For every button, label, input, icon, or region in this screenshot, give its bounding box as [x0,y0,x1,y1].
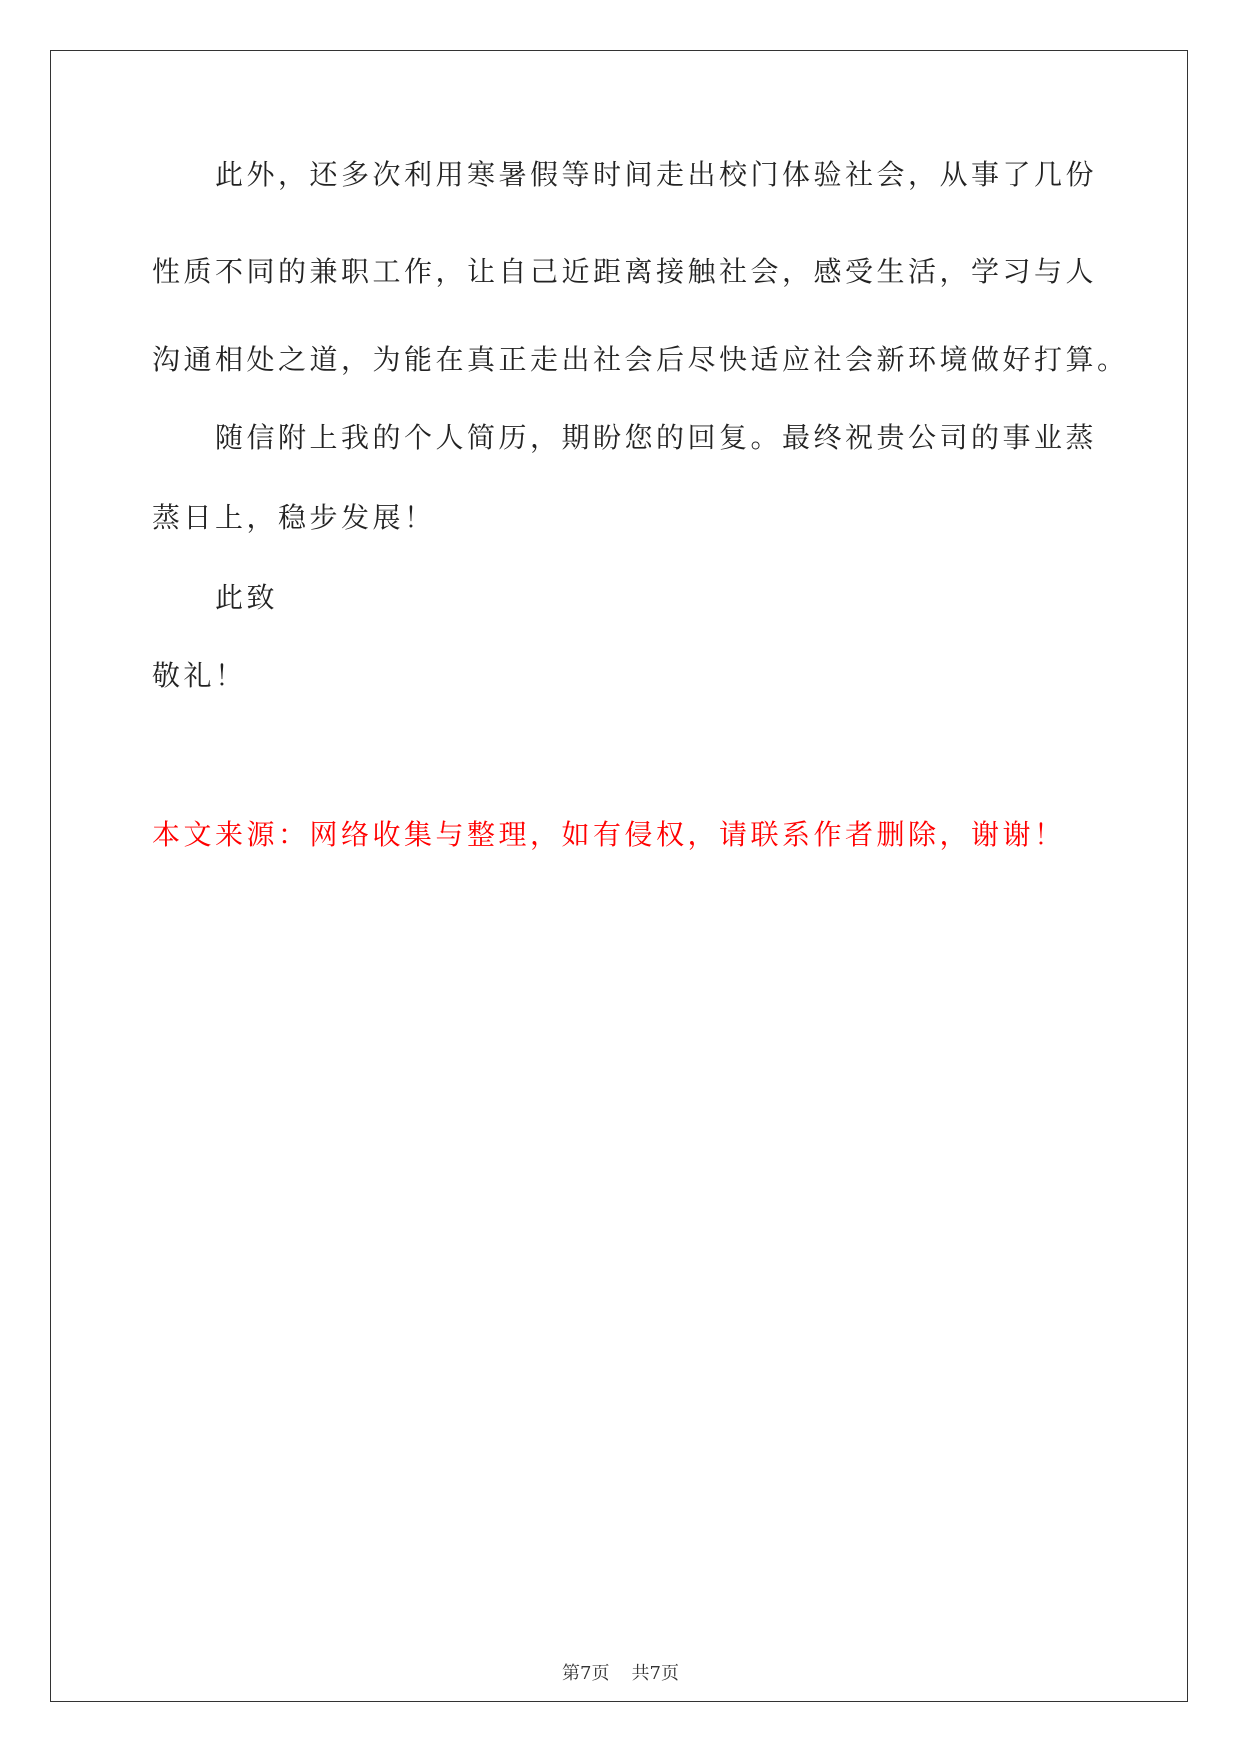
paragraph-line-1: 此外，还多次利用寒暑假等时间走出校门体验社会，从事了几份 [215,158,1098,191]
page-number: 第7页 [562,1663,610,1684]
page-frame [50,50,1188,1702]
page-footer [0,1662,1241,1686]
paragraph-line-4: 随信附上我的个人简历，期盼您的回复。最终祝贵公司的事业蒸 [215,421,1098,454]
paragraph-line-5: 蒸日上，稳步发展！ [152,501,436,534]
closing-respect: 敬礼！ [152,659,247,692]
page-total: 共7页 [631,1663,679,1684]
closing-salutation: 此致 [215,581,279,614]
source-note: 本文来源：网络收集与整理，如有侵权，请联系作者删除，谢谢！ [152,818,1066,851]
paragraph-line-3: 沟通相处之道，为能在真正走出社会后尽快适应社会新环境做好打算。 [152,343,1129,376]
paragraph-line-2: 性质不同的兼职工作，让自己近距离接触社会，感受生活，学习与人 [152,255,1098,288]
